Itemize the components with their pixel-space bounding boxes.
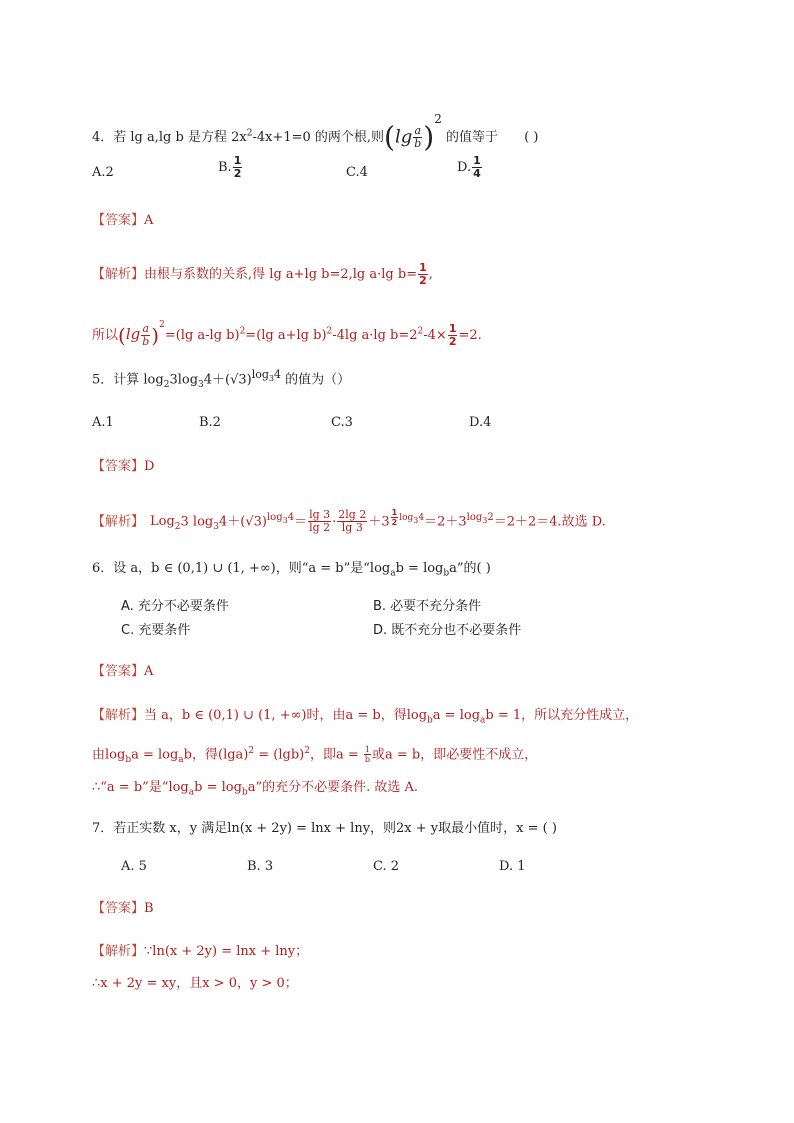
q6-s1: a bbox=[390, 568, 396, 579]
q5-option-d: D.4 bbox=[469, 415, 492, 430]
answer-label: 【答案】 bbox=[92, 664, 145, 679]
l2b: a = log bbox=[131, 747, 179, 763]
q4-optb-frac bbox=[233, 155, 243, 180]
frac-num: a bbox=[142, 322, 150, 335]
dot: · bbox=[332, 514, 337, 530]
q6-analysis-2 bbox=[92, 742, 537, 769]
a4: ＝ bbox=[294, 514, 308, 530]
analysis-label: 【解析】 bbox=[92, 267, 145, 282]
q5-s1: 2 bbox=[163, 379, 170, 390]
q4-text: 4．若 lg a,lg b 是方程 2x bbox=[92, 130, 247, 145]
f2n: 2lg 2 bbox=[338, 508, 367, 522]
a7: ＝2＋2＝4.故选 D. bbox=[493, 514, 606, 530]
a6et: 2 bbox=[487, 512, 494, 523]
q4-close-paren: ) bbox=[423, 120, 435, 154]
l2-frac bbox=[364, 745, 371, 764]
q7-option-b: B. 3 bbox=[247, 859, 274, 874]
q6-s2: b bbox=[443, 568, 450, 579]
a2s: 3 bbox=[213, 521, 219, 532]
q6-option-c: C. 充要条件 bbox=[121, 623, 191, 638]
q6-option-b: B. 必要不充分条件 bbox=[373, 599, 482, 614]
q6-analysis-3 bbox=[92, 779, 418, 802]
a6es: 3 bbox=[482, 516, 488, 525]
s3: 2 bbox=[417, 326, 424, 337]
q4-optd-frac bbox=[472, 155, 482, 180]
f1d: lg 2 bbox=[309, 521, 331, 535]
q4-blank: ( ) bbox=[524, 130, 539, 145]
a3-exp bbox=[267, 512, 294, 523]
analysis-end: , bbox=[428, 267, 433, 282]
t5: =2. bbox=[458, 328, 482, 343]
q5-option-a: A.1 bbox=[92, 415, 114, 430]
q4-analysis-1 bbox=[92, 262, 433, 287]
a5-frac bbox=[391, 508, 399, 527]
q4-optd-den: 4 bbox=[473, 167, 481, 180]
open-paren: ( bbox=[118, 323, 126, 348]
frac-num: 1 bbox=[448, 322, 457, 335]
q4-optd-pre: D. bbox=[457, 160, 472, 175]
l2d: = (lgb) bbox=[254, 747, 305, 763]
q4-answer bbox=[92, 212, 153, 230]
q5-exp bbox=[251, 368, 282, 384]
q5-t2: 4＋(√3) bbox=[203, 372, 252, 388]
t1: =(lg a-lg b) bbox=[164, 328, 240, 343]
l2n: 1 bbox=[364, 745, 370, 755]
q6-analysis-1 bbox=[92, 707, 638, 730]
a1: Log bbox=[150, 514, 175, 530]
q4-lg: lg bbox=[394, 126, 413, 148]
q5-exp-log: log bbox=[251, 368, 269, 381]
question-5-stem bbox=[92, 366, 350, 394]
a5: ＋3 bbox=[368, 514, 390, 530]
q7-option-a: A. 5 bbox=[121, 859, 147, 874]
answer-value: D bbox=[144, 459, 155, 474]
l3s2: b bbox=[241, 787, 248, 798]
close-paren: ) bbox=[151, 323, 160, 348]
q6-option-a: A. 充分不必要条件 bbox=[121, 599, 229, 614]
f2d: lg 3 bbox=[341, 521, 363, 535]
l1: 当 a，b ∈ (0,1) ∪ (1, +∞)时，由a = b，得log bbox=[144, 708, 428, 723]
a5t: 4 bbox=[418, 513, 425, 523]
q4-text-mid: -4x+1=0 的两个根,则 bbox=[252, 130, 385, 145]
answer-label: 【答案】 bbox=[92, 213, 145, 228]
f2 bbox=[337, 509, 367, 534]
l2s: b bbox=[125, 754, 132, 765]
analysis-text: 由根与系数的关系,得 lg a+lg b=2,lg a·lg b= bbox=[144, 267, 418, 282]
analysis-pre: 所以 bbox=[92, 328, 119, 343]
frac bbox=[448, 323, 458, 348]
l1c: b = 1，所以充分性成立， bbox=[485, 708, 639, 723]
answer-value: A bbox=[144, 664, 154, 679]
q4-optb-num: 1 bbox=[233, 154, 242, 167]
q6-option-d: D. 既不充分也不必要条件 bbox=[373, 623, 522, 638]
q4-option-a: A.2 bbox=[92, 165, 114, 180]
q6-t1: b = log bbox=[395, 561, 444, 576]
l2f: ，即a = bbox=[309, 747, 363, 763]
s1: 2 bbox=[239, 326, 246, 337]
question-4-stem bbox=[92, 110, 539, 154]
l2g: 或a = b，即必要性不成立， bbox=[372, 747, 538, 763]
q5-t1: 3log bbox=[169, 372, 199, 388]
q4-post: 的值等于 bbox=[446, 130, 499, 145]
a1s: 2 bbox=[174, 521, 181, 532]
q4-option-d bbox=[457, 155, 483, 180]
q6-answer bbox=[92, 663, 153, 681]
q4-fraction bbox=[413, 125, 422, 150]
t2: =(lg a+lg b) bbox=[245, 328, 327, 343]
l3: ∴“a = b”是“log bbox=[92, 780, 189, 795]
a3es: 3 bbox=[282, 516, 288, 525]
a2: 3 log bbox=[180, 514, 214, 530]
frac-den: 2 bbox=[419, 274, 427, 287]
q7-answer bbox=[92, 900, 154, 918]
l2e1: 2 bbox=[248, 746, 255, 756]
frac-num: 1 bbox=[419, 261, 427, 274]
q7-analysis-2: ∴x + 2y = xy，且x > 0，y > 0； bbox=[92, 976, 298, 991]
a6-exp bbox=[467, 512, 494, 523]
q5-exp-t: 4 bbox=[274, 368, 282, 381]
f1n: lg 3 bbox=[309, 508, 331, 522]
s2: 2 bbox=[326, 326, 333, 337]
q4-frac-den: b bbox=[414, 137, 422, 150]
l3s: a bbox=[188, 787, 195, 798]
t4: -4× bbox=[423, 328, 447, 343]
q4-option-b bbox=[218, 155, 243, 180]
answer-value: B bbox=[144, 901, 154, 916]
q4-sup: 2 bbox=[246, 128, 253, 139]
question-6-stem bbox=[92, 560, 491, 583]
l2den: b bbox=[364, 755, 370, 765]
answer-label: 【答案】 bbox=[92, 459, 145, 474]
q5-s2: 3 bbox=[198, 379, 204, 390]
frac-den: b bbox=[142, 335, 150, 348]
ab-frac bbox=[141, 323, 150, 348]
q4-exp: 2 bbox=[434, 112, 442, 126]
a5en: 1 bbox=[391, 508, 398, 517]
a6: ＝2＋3 bbox=[424, 514, 467, 530]
q4-analysis-2 bbox=[92, 316, 482, 348]
q7-analysis-1 bbox=[92, 943, 308, 961]
q4-optd-num: 1 bbox=[473, 154, 481, 167]
q5-answer bbox=[92, 458, 154, 476]
l2: 由log bbox=[92, 747, 126, 763]
analysis-label: 【解析】 bbox=[92, 514, 145, 530]
a3e: log bbox=[266, 512, 283, 523]
q7-option-d: D. 1 bbox=[499, 859, 526, 874]
t3: -4lg a·lg b=2 bbox=[332, 328, 418, 343]
q5-analysis bbox=[92, 508, 606, 536]
q5-post: 的值为（） bbox=[281, 372, 351, 388]
q6-t2: a”的( ) bbox=[449, 561, 491, 576]
l1: ∵ln(x + 2y) = lnx + lny； bbox=[144, 944, 309, 959]
q7-option-c: C. 2 bbox=[373, 859, 400, 874]
answer-value: A bbox=[144, 213, 154, 228]
a6e: log bbox=[466, 512, 483, 523]
q5-pre: 5．计算 log bbox=[92, 372, 164, 388]
q5-option-b: B.2 bbox=[199, 415, 221, 430]
q5-exp-sub: 3 bbox=[268, 374, 275, 384]
f1 bbox=[308, 509, 331, 534]
lg: lg bbox=[125, 325, 141, 343]
q5-option-c: C.3 bbox=[331, 415, 353, 430]
l1s: b bbox=[427, 715, 433, 726]
a5-exp bbox=[390, 508, 425, 527]
a5et: log bbox=[399, 513, 414, 523]
l1s2: a bbox=[480, 715, 486, 726]
l3b: b = log bbox=[194, 780, 242, 795]
analysis-label: 【解析】 bbox=[92, 944, 145, 959]
a3: 4＋(√3) bbox=[218, 514, 267, 530]
a3et: 4 bbox=[287, 512, 295, 523]
q4-frac-num: a bbox=[414, 124, 422, 137]
exp: 2 bbox=[159, 320, 165, 330]
l1b: a = log bbox=[432, 708, 481, 723]
analysis-label: 【解析】 bbox=[92, 708, 145, 723]
a5s: 3 bbox=[413, 515, 419, 525]
a5ed: 2 bbox=[391, 518, 398, 527]
l3c: a”的充分不必要条件. 故选 A. bbox=[247, 780, 419, 795]
l2c: b，得(lga) bbox=[183, 747, 249, 763]
l2s2: a bbox=[178, 754, 184, 765]
l2e2: 2 bbox=[304, 746, 310, 756]
q4-optb-den: 2 bbox=[233, 167, 242, 180]
q6-stem: 6．设 a，b ∈ (0,1) ∪ (1, +∞)，则“a = b”是“log bbox=[92, 561, 391, 576]
q4-optb-pre: B. bbox=[218, 160, 232, 175]
frac-den: 2 bbox=[448, 335, 457, 348]
question-7-stem: 7．若正实数 x，y 满足ln(x + 2y) = lnx + lny，则2x + y取最小值时，x = ( ) bbox=[92, 821, 557, 836]
q4-option-c: C.4 bbox=[346, 165, 368, 180]
analysis-frac bbox=[418, 262, 428, 287]
q4-open-paren: ( bbox=[384, 120, 395, 154]
answer-label: 【答案】 bbox=[92, 901, 145, 916]
